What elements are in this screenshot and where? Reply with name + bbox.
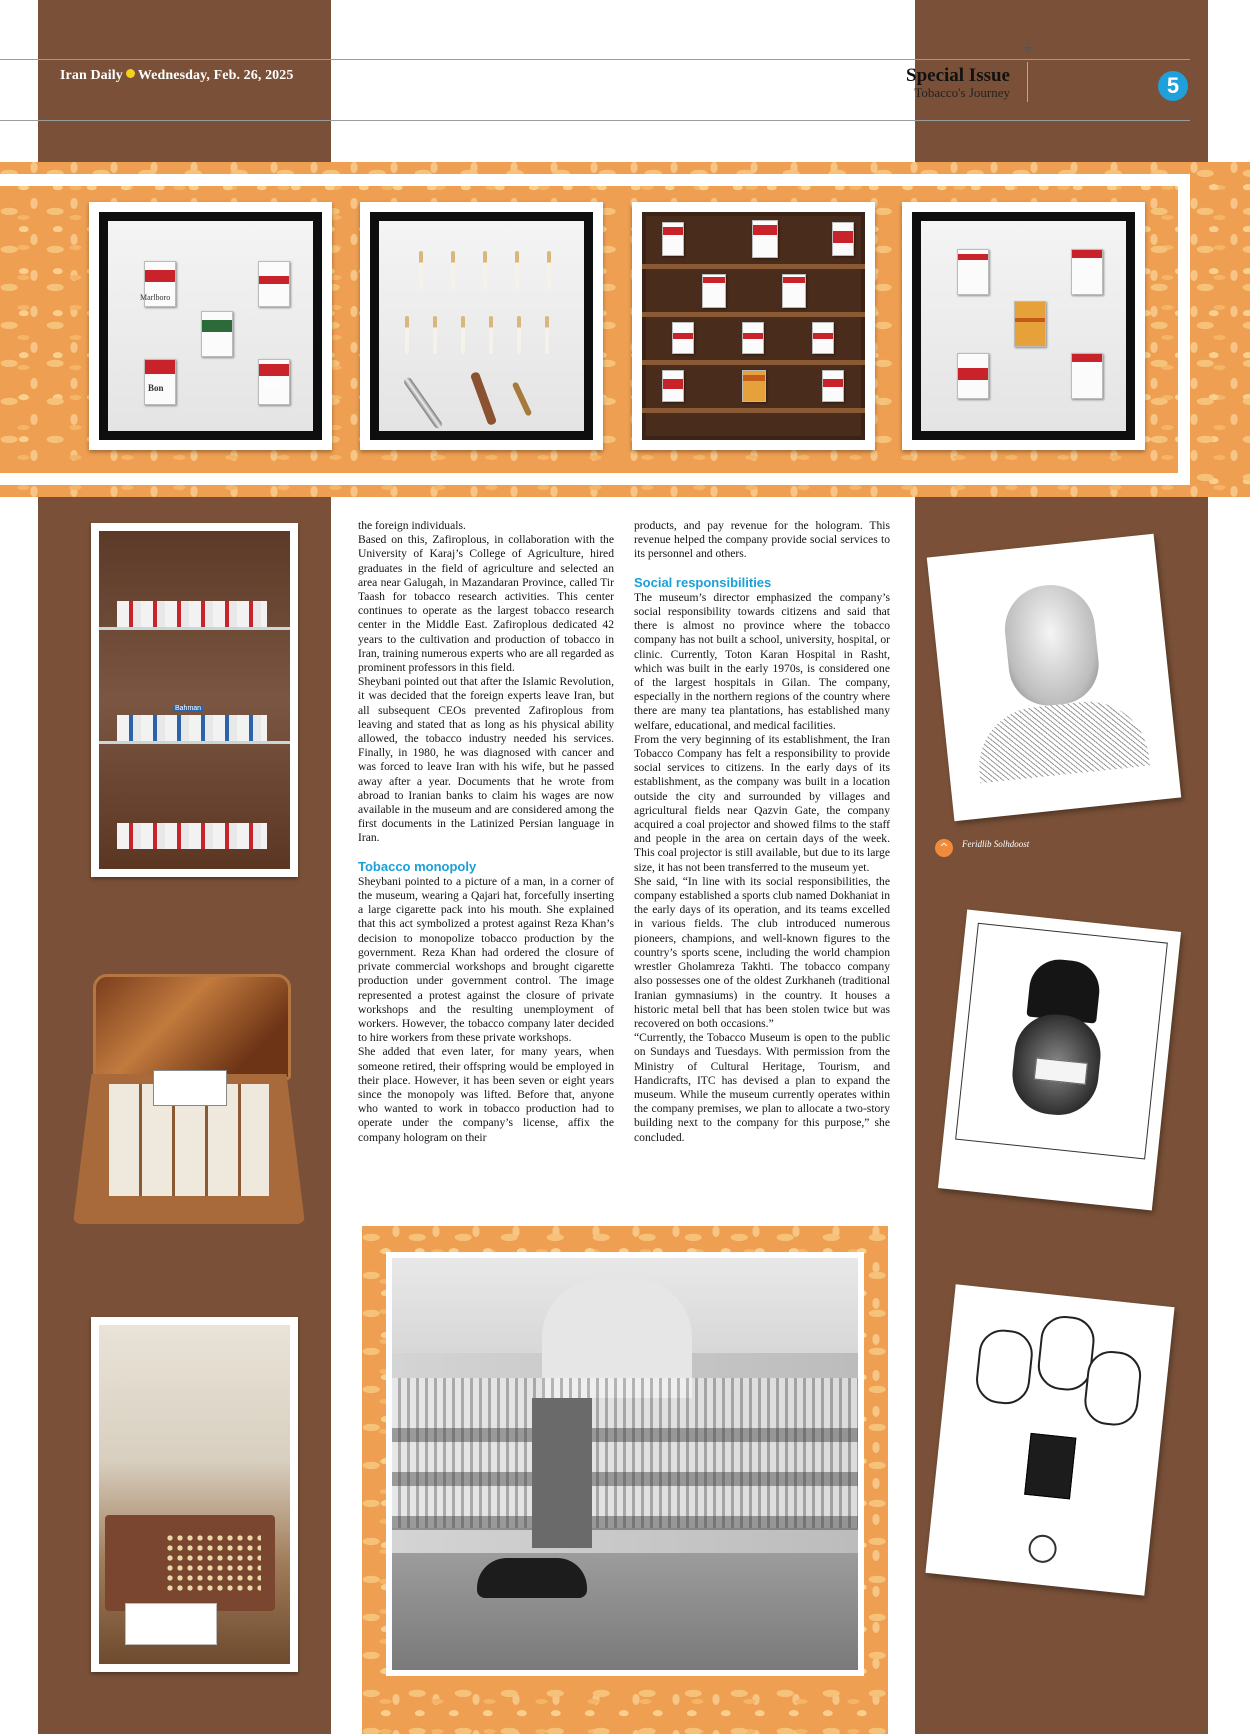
caption-icon: ^	[935, 839, 953, 857]
cigar	[470, 371, 497, 426]
section-subtitle: Tobacco's Journey	[914, 85, 1010, 100]
photo-calculating-machine	[91, 1317, 298, 1672]
pack-row	[117, 715, 267, 741]
case-frame	[642, 212, 865, 440]
cigarette	[433, 316, 437, 354]
cigarette	[483, 251, 487, 289]
cigarette-pack	[662, 370, 684, 402]
cigarette-pack	[752, 220, 778, 258]
cigarette-pack	[144, 359, 176, 405]
cigarette	[405, 316, 409, 354]
shelf	[642, 408, 865, 413]
machine-label-card	[125, 1603, 217, 1645]
paragraph: Sheybani pointed out that after the Islamic Revolution, it was decided that the foreign experts leave Iran, but all subsequent CEOs prevented Zafiroplous from leaving and stated that as long as his physical ability allowed, the tobacco industry needed his services. Finally, in 1980, he was diagnosed with cancer and was forced to leave Iran with his wife, but he passed away after a year. Documents that he wrote from abroad to Iranian banks to claim his wages are now available in the museum and are considered among the first documents in the Latinized Persian language in Iran.	[358, 675, 614, 845]
display-shelves-packs	[632, 202, 875, 450]
header-divider	[1027, 62, 1028, 102]
paragraph: Based on this, Zafiroplous, in collaboration with the University of Karaj’s College of Agriculture, hired graduates in the field of agriculture and selected an area near Galugah, in Mazandaran Province, called Tir Taash for tobacco research activities. This center continues to operate as the largest tobacco research center in the Middle East. Zafiroplous dedicated 42 years to the cultivation and production of tobacco in Iran, training numerous experts who are all regarded as prominent professors in this field.	[358, 533, 614, 675]
paragraph: the foreign individuals.	[358, 519, 466, 532]
photo-credit: Feridlib Solhdoost	[962, 839, 1030, 849]
cigarette	[461, 316, 465, 354]
ad-logo	[1027, 1533, 1058, 1564]
cigarette-pack	[742, 370, 766, 402]
protest-poster	[938, 910, 1181, 1211]
glass-shelf	[99, 741, 290, 744]
cigarette-pack	[812, 322, 834, 354]
cartoon-advertisement	[925, 1284, 1174, 1595]
cigarette	[489, 316, 493, 354]
paragraph: products, and pay revenue for the hologram. This revenue helped the company provide social services to its personnel and others.	[634, 519, 890, 561]
header-crosshair: +	[1022, 38, 1036, 57]
header-date	[60, 68, 294, 84]
cigarette-pack	[832, 222, 854, 256]
machine	[105, 1515, 275, 1611]
cigarette	[451, 251, 455, 289]
photo-wooden-box	[73, 974, 305, 1229]
room-photo	[99, 1325, 290, 1664]
paragraph: She added that even later, for many years, when someone retired, their offspring would be employed in their place. However, it has been seven or eight years since the monopoly was lifted. Before that, anyone who wanted to work in tobacco production had to operate under the company’s license, affix the company hologram on their	[358, 1045, 614, 1144]
portrait-sketch	[927, 534, 1181, 821]
article-column-left	[358, 519, 614, 1145]
cigar	[512, 381, 533, 416]
paragraph: The museum’s director emphasized the company’s social responsibility towards citizens and said that there is almost no province where the tobacco company has not built a school, university, hospital, or clinic. Currently, Toton Karan Hospital in Rasht, which was built in the early 1970s, is considered one of the largest hospitals in Gilan. The company, especially in the northern regions of the country where there are many tea plantations, has established many welfare, educational, and medical facilities.	[634, 590, 890, 732]
cigarette-pack	[742, 322, 764, 354]
cigarette-pack	[662, 222, 684, 256]
paragraph: She said, “In line with its social responsibilities, the company established a sports club named Dokhaniat in the early days of its operation, and its teams excelled in various fields. The club introduced numerous pioneers, champions, and well-known figures to the country’s sports scene, including the world champion wrestler Gholamreza Takhti. The tobacco company also possesses one of the oldest Zurkhaneh (traditional Iranian gymnasiums) in the country. It houses a historic metal bell that has been stolen twice but was recovered on both occasions.”	[634, 874, 890, 1030]
cigarette-pack	[957, 353, 989, 399]
section-title: Special Issue	[906, 65, 1010, 86]
shelf	[642, 312, 865, 317]
cigarette	[545, 316, 549, 354]
windows	[392, 1398, 858, 1548]
header-rule-bottom	[0, 120, 1190, 121]
pack-label: Asia	[262, 379, 280, 389]
sketch-head	[1001, 581, 1103, 710]
box-lid	[93, 974, 291, 1080]
display-case-packs-2	[902, 202, 1145, 450]
case-frame	[370, 212, 593, 440]
cigarette-pack	[822, 370, 844, 402]
paragraph: “Currently, the Tobacco Museum is open to the public on Sundays and Tuesdays. With permission from the Ministry of Cultural Heritage, Tourism, and Handicrafts, ITC has devised a plan to expand the museum. While the museum currently operates within the company premises, we plan to allocate a two-story building next to the company for this purpose,” she concluded.	[634, 1031, 890, 1144]
case-board	[379, 221, 584, 431]
bullet-icon	[126, 69, 135, 78]
cigarette-pack	[201, 311, 233, 357]
pack-label: Bahman	[175, 705, 202, 712]
cigarette-pack	[782, 274, 806, 308]
glass-shelf	[99, 627, 290, 630]
sketch-shoulders	[973, 696, 1149, 783]
machine-keys	[165, 1533, 261, 1593]
cartoon-face	[974, 1327, 1035, 1406]
cigarette-pack	[1071, 353, 1103, 399]
section-header	[906, 66, 1010, 100]
shelf	[642, 360, 865, 365]
cigarette	[517, 316, 521, 354]
photo-tobacco-company-building	[392, 1258, 858, 1670]
display-case-packs-1	[89, 202, 332, 450]
cigarette-pack	[672, 322, 694, 354]
pack-row	[117, 823, 267, 849]
cigarette-pack	[702, 274, 726, 308]
pack-row	[117, 601, 267, 627]
cigarette	[547, 251, 551, 289]
paper-name: Iran Daily	[60, 68, 123, 83]
shelf	[642, 264, 865, 269]
cigarette-holder	[403, 376, 444, 430]
pack-label: Marlboro	[140, 293, 171, 302]
subheading-social-responsibilities: Social responsibilities	[634, 574, 772, 590]
photo-display-cabinet	[91, 523, 298, 877]
issue-date: Wednesday, Feb. 26, 2025	[137, 68, 294, 83]
cigarette	[419, 251, 423, 289]
subheading-tobacco-monopoly: Tobacco monopoly	[358, 858, 477, 874]
cigarette-pack	[1071, 249, 1103, 295]
ad-pack	[1024, 1433, 1076, 1499]
paragraph: Sheybani pointed to a picture of a man, in a corner of the museum, wearing a Qajari hat, forcefully inserting a large cigarette pack into his mouth. She explained that this act symbolized a protest against Reza Khan’s decision to monopolize tobacco production by the government. Reza Khan had ordered the closure of private commercial workshops and brought cigarette production under government control. The image represented a protest against the closure of private workshops and the resulting unemployment of workers. However, the tobacco company later decided to hire workers from these private workshops.	[358, 874, 614, 1045]
case-frame	[912, 212, 1135, 440]
cigarette	[515, 251, 519, 289]
paragraph: From the very beginning of its establishment, the Iran Tobacco Company has felt a responsibility to provide social services to citizens. In the early days of its establishment, as the company was built in a location outside the city and surrounded by villages and agricultural fields near Qazvin Gate, the company acquired a coal projector and showed films to the staff and people in the area on certain days of the week. This coal projector is still available, but due to its large size, it has not been transferred to the museum yet.	[634, 732, 890, 874]
box-card	[153, 1070, 227, 1106]
case-board	[921, 221, 1126, 431]
cigarette-pack	[1014, 301, 1046, 347]
display-case-cigarettes	[360, 202, 603, 450]
page-number: 5	[1158, 71, 1188, 101]
case-board	[108, 221, 313, 431]
article-column-right	[634, 519, 890, 1145]
entrance	[532, 1398, 592, 1548]
case-frame	[99, 212, 322, 440]
header-rule-top	[0, 59, 1190, 60]
cartoon-face	[1082, 1349, 1143, 1428]
cigarette-pack	[957, 249, 989, 295]
pack-label: Bon	[148, 383, 164, 393]
vintage-car	[477, 1558, 587, 1598]
cigarette-pack	[258, 261, 290, 307]
cabinet-interior	[99, 531, 290, 869]
